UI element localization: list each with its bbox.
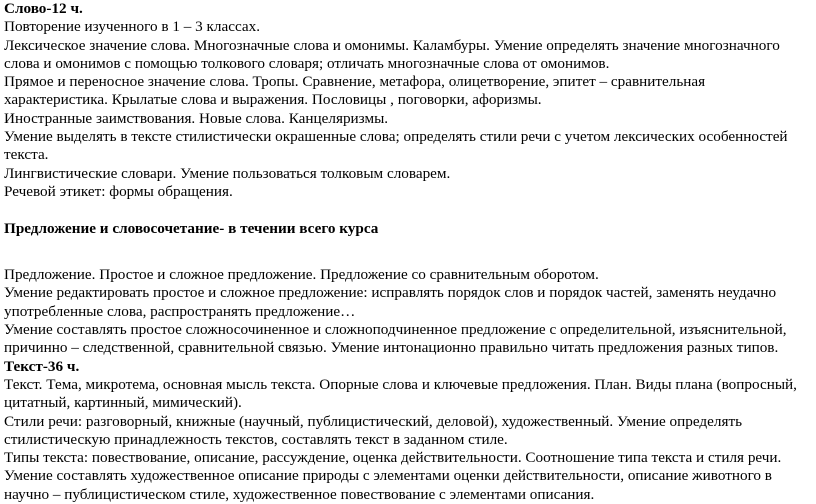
- paragraph: Предложение. Простое и сложное предложение. Предложение со сравнительным оборотом.: [4, 266, 599, 284]
- paragraph: Иностранные заимствования. Новые слова. Канцеляризмы.: [4, 109, 389, 127]
- paragraph: Лексическое значение слова. Многозначные слова и омонимы. Каламбуры. Умение определять значение многозначного слова и омонимов с помощью толкового словаря; отличать многозначные слова от омонимов.: [4, 36, 780, 72]
- paragraph: Умение составлять простое сложносочиненное и сложноподчиненное предложение с определительной, изъяснительной, причинно – следственной, сравнительной связью. Умение интонационно правильно читать предложения разных типов.: [4, 321, 787, 357]
- paragraph: Стили речи: разговорный, книжные (научный, публицистический, деловой), художественный. Умение определять стилистическую принадлежность текстов, составлять текст в заданном стиле.: [4, 412, 743, 448]
- spacer: [4, 201, 812, 219]
- paragraph: Прямое и переносное значение слова. Тропы. Сравнение, метафора, олицетворение, эпитет – сравнительная характеристика. Крылатые слова и выражения. Пословицы , поговорки, афоризмы.: [4, 73, 706, 109]
- paragraph: Типы текста: повествование, описание, рассуждение, оценка действительности. Соотношение типа текста и стиля речи.: [4, 449, 782, 467]
- section-heading-text: Текст-36 ч.: [4, 357, 80, 375]
- document-page: [4, 0, 812, 504]
- section-heading-sentence: Предложение и словосочетание- в течении всего курса: [4, 219, 379, 237]
- paragraph: Текст. Тема, микротема, основная мысль текста. Опорные слова и ключевые предложения. План. Виды плана (вопросный, цитатный, картинный, мимический).: [4, 375, 797, 412]
- spacer: [4, 256, 812, 266]
- paragraph: Умение составлять художественное описание природы с элементами оценки действительности, описание животного в научно – публицистическом стиле, художественное повествование с элементами описания.: [4, 467, 772, 503]
- paragraph: Повторение изученного в 1 – 3 классах.: [4, 18, 261, 36]
- paragraph: Умение редактировать простое и сложное предложение: исправлять порядок слов и порядок частей, заменять неудачно употребленные слова, распространять предложение…: [4, 284, 777, 320]
- section-heading-word: Слово-12 ч.: [4, 0, 83, 17]
- spacer: [4, 238, 812, 256]
- paragraph: Лингвистические словари. Умение пользоваться толковым словарем.: [4, 164, 451, 182]
- paragraph: Речевой этикет: формы обращения.: [4, 182, 233, 200]
- paragraph: Умение выделять в тексте стилистически окрашенные слова; определять стили речи с учетом лексических особенностей текста.: [4, 128, 788, 164]
